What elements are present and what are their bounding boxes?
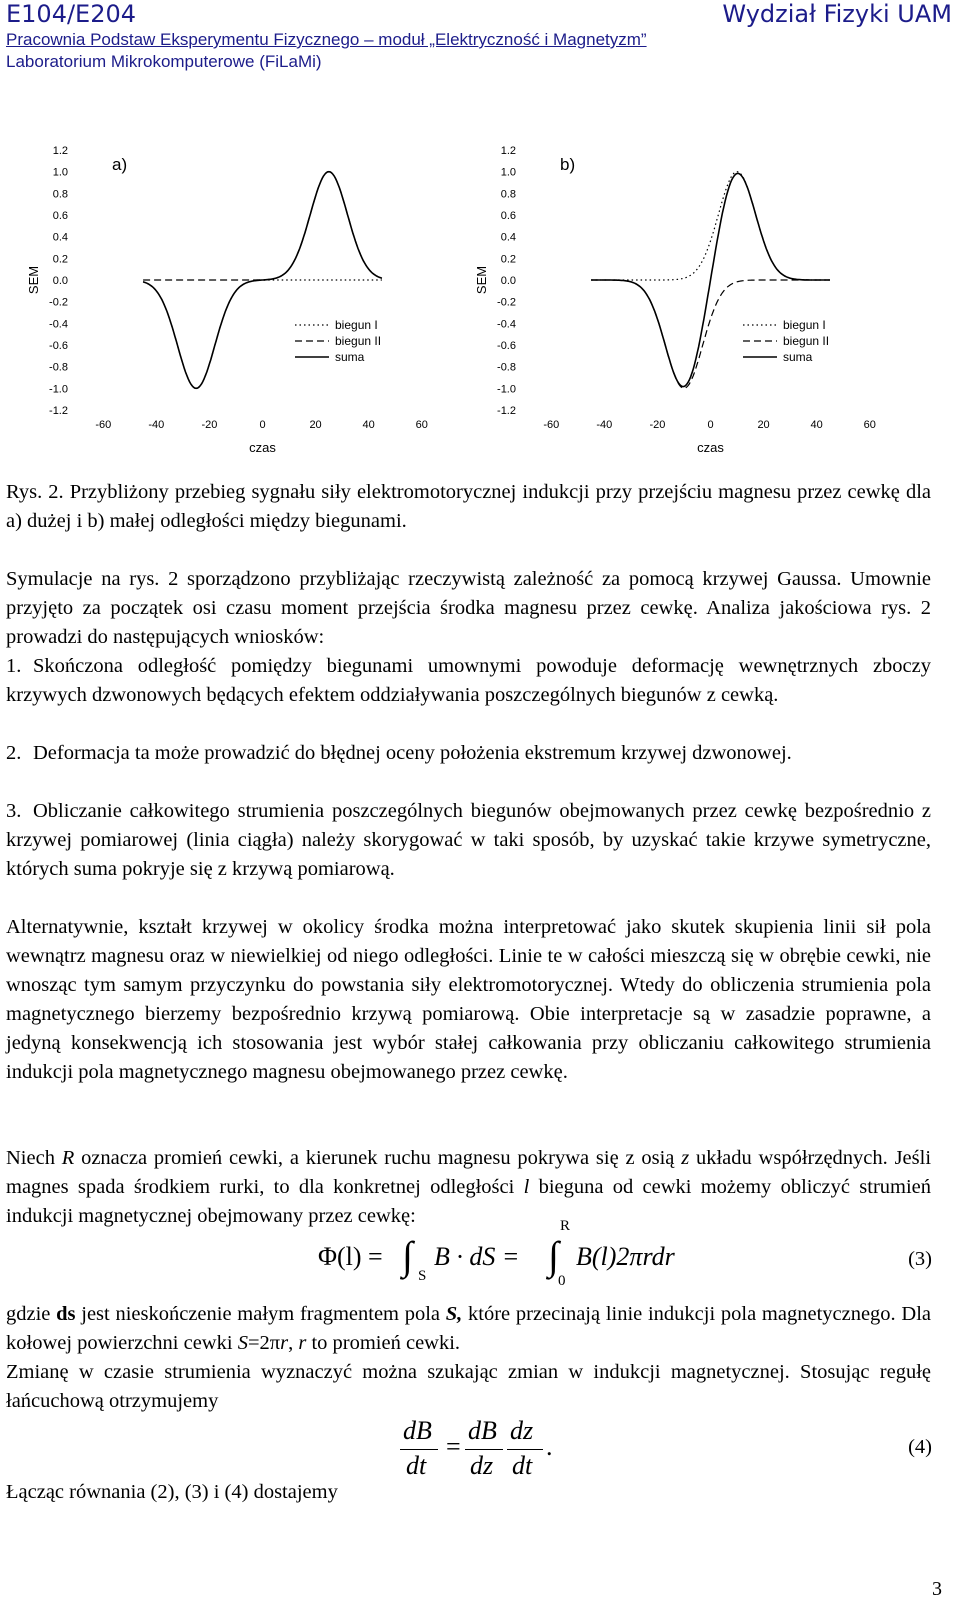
legend-label: biegun II (335, 334, 382, 348)
text-run: oznacza promień cewki, a kierunek ruchu magnesu pokrywa się z osią (81, 1147, 675, 1169)
legend-label: biegun I (783, 318, 826, 332)
y-tick-label: -0.8 (497, 361, 516, 374)
eq4-f2-num: dB (468, 1416, 497, 1445)
y-tick-label: 0.0 (52, 275, 68, 287)
y-tick-label: -1.0 (49, 383, 68, 396)
figure-caption (6, 478, 931, 536)
eq4-dot: . (546, 1432, 553, 1461)
paragraph-ds (6, 1300, 931, 1358)
text-run: to promień cewki. (311, 1332, 461, 1354)
y-axis-label: SEM (26, 265, 41, 295)
symbol-R: R (61, 1147, 75, 1169)
eq3-mid: B · dS = (434, 1242, 520, 1271)
y-tick-label: 1.2 (52, 145, 68, 157)
series-line-biegun-ii (143, 172, 382, 280)
list-text: Deformacja ta może prowadzić do błędnej oceny położenia ekstremum krzywej dzwonowej. (33, 742, 792, 764)
symbol-ds: ds (56, 1303, 76, 1325)
symbol-S: S (237, 1332, 248, 1354)
y-tick-label: 0.4 (500, 231, 516, 244)
y-tick-label: 0.2 (52, 253, 68, 266)
text-run: jest nieskończenie małym fragmentem pola (81, 1303, 441, 1325)
y-tick-label: -0.8 (49, 361, 68, 374)
text-run: bieguna od cewki możemy obliczyć strumień indukcji magnetycznej obejmowany przez cewkę: (6, 1176, 932, 1227)
text-run: =2π (247, 1332, 281, 1354)
x-tick-label: -60 (95, 419, 112, 431)
y-axis-label: SEM (474, 265, 489, 295)
x-tick-label: 20 (309, 419, 322, 431)
series-line-biegun-i (591, 172, 830, 280)
eq4-f3-num: dz (510, 1416, 534, 1445)
list-item-3 (6, 797, 931, 884)
y-tick-label: -0.4 (497, 318, 516, 331)
text-run: Niech (6, 1147, 55, 1169)
list-item-1 (6, 652, 931, 710)
legend-label: suma (335, 350, 365, 364)
list-number: 3. (6, 800, 22, 822)
symbol-S: S, (445, 1303, 463, 1325)
paragraph-chain-rule: Zmianę w czasie strumienia wyznaczyć można szukając zmian w indukcji magnetycznej. Stosując regułę łańcuchową otrzymujemy (6, 1361, 931, 1412)
y-tick-label: 0.6 (52, 210, 68, 222)
y-tick-label: -0.6 (497, 340, 516, 352)
paragraph-radius (6, 1144, 931, 1231)
x-axis-label: czas (249, 440, 276, 455)
fraction-bar (465, 1449, 503, 1450)
text-run: gdzie (6, 1303, 51, 1325)
y-tick-label: 0.8 (52, 188, 68, 201)
y-tick-label: 0.6 (500, 210, 516, 222)
symbol-r: r (280, 1332, 289, 1354)
y-tick-label: -1.2 (497, 405, 516, 417)
y-tick-label: -0.2 (497, 296, 516, 309)
eq4-f1-num: dB (403, 1416, 432, 1445)
equation-3 (0, 1218, 960, 1298)
x-tick-label: 60 (863, 419, 876, 431)
eq3-int2-sub: 0 (558, 1273, 566, 1289)
list-text: Skończona odległość pomiędzy biegunami umownymi powoduje deformację wewnętrznych zboczy krzywych dzwonowych będących efektem oddziaływania poszczególnych biegunów z cewką. (6, 655, 931, 706)
x-tick-label: 20 (757, 419, 770, 431)
x-tick-label: -60 (543, 419, 560, 431)
page-number: 3 (932, 1578, 942, 1600)
eq4-number: (4) (908, 1436, 932, 1458)
y-tick-label: -0.4 (49, 318, 68, 331)
x-tick-label: 60 (415, 419, 428, 431)
text-run: , (288, 1332, 294, 1354)
x-axis-label: czas (697, 440, 724, 455)
y-tick-label: 0.0 (500, 275, 516, 287)
x-tick-label: 40 (362, 419, 375, 431)
faculty-name: Wydział Fizyki UAM (722, 0, 952, 28)
fraction-bar (400, 1449, 438, 1450)
x-tick-label: -20 (649, 419, 666, 431)
symbol-l: l (523, 1176, 530, 1198)
paragraph-simulation: Symulacje na rys. 2 sporządzono przybliżając rzeczywistą zależność za pomocą krzywej Gaussa. Umownie przyjęto za początek osi czasu moment przejścia środka magnesu przez cewkę. Analiza jakościowa rys. 2 prowadzi do następujących wniosków: (6, 568, 931, 648)
y-tick-label: 1.2 (500, 145, 516, 157)
eq3-rhs: B(l)2πrdr (576, 1242, 675, 1271)
eq4-f3-den: dt (512, 1451, 533, 1480)
panel-label: a) (112, 155, 128, 174)
eq3-lhs: Φ(l) = (318, 1242, 383, 1271)
list-number: 1. (6, 655, 22, 677)
eq3-number: (3) (908, 1248, 932, 1270)
lab-title: Pracownia Podstaw Eksperymentu Fizycznego – moduł „Elektryczność i Magnetyzm” (6, 30, 647, 49)
integral-sign: ∫ (548, 1233, 559, 1278)
text-run: które przecinają linie indukcji pola magnetycznego. Dla kołowej powierzchni cewki (6, 1303, 932, 1354)
y-tick-label: 0.2 (500, 253, 516, 266)
list-text: Obliczanie całkowitego strumienia poszczególnych biegunów obejmowanych przez cewkę bezpośrednio z krzywej pomiarowej (linia ciągła) należy skorygować w taki sposób, by uzyskać takie krzywe symetryczne, których suma pokryje się z krzywą pomiarową. (6, 800, 931, 880)
panel-label: b) (560, 155, 576, 174)
y-tick-label: 0.4 (52, 231, 68, 244)
eq4-equals: = (446, 1432, 461, 1461)
chart-a (20, 140, 460, 460)
caption-text: Przybliżony przebieg sygnału siły elektromotorycznej indukcji przy przejściu magnesu przez cewkę dla a) dużej i b) małej odległości między biegunami. (6, 481, 931, 532)
list-number: 2. (6, 742, 22, 764)
eq3-int1-sub: S (418, 1268, 427, 1284)
x-tick-label: 0 (707, 419, 714, 431)
x-tick-label: -40 (596, 419, 613, 431)
x-tick-label: -40 (148, 419, 165, 431)
course-code: E104/E204 (6, 0, 137, 28)
symbol-r: r (298, 1332, 307, 1354)
lab-subtitle: Laboratorium Mikrokomputerowe (FiLaMi) (6, 52, 322, 71)
list-item-2 (6, 739, 931, 768)
x-tick-label: 0 (259, 419, 266, 431)
paragraph-combine: Łącząc równania (2), (3) i (4) dostajemy (6, 1481, 338, 1503)
y-tick-label: -0.2 (49, 296, 68, 309)
y-tick-label: -1.2 (49, 405, 68, 417)
y-tick-label: 0.8 (500, 188, 516, 201)
y-tick-label: 1.0 (500, 166, 516, 179)
eq4-f2-den: dz (470, 1451, 494, 1480)
y-tick-label: -1.0 (497, 383, 516, 396)
y-tick-label: 1.0 (52, 166, 68, 179)
eq4-f1-den: dt (406, 1451, 427, 1480)
legend-label: biegun I (335, 318, 378, 332)
text-run: układu współrzędnych. Jeśli magnes spada środkiem rurki, to dla konkretnej odległości (6, 1147, 932, 1198)
integral-sign: ∫ (402, 1233, 413, 1278)
x-tick-label: 40 (810, 419, 823, 431)
caption-number: Rys. 2. (6, 481, 64, 503)
chart-b (468, 140, 908, 460)
symbol-z: z (681, 1147, 690, 1169)
x-tick-label: -20 (201, 419, 218, 431)
legend-label: suma (783, 350, 813, 364)
y-tick-label: -0.6 (49, 340, 68, 352)
eq3-int2-sup: R (560, 1218, 571, 1234)
fraction-bar (507, 1449, 543, 1450)
legend-label: biegun II (783, 334, 830, 348)
paragraph-alternative: Alternatywnie, kształt krzywej w okolicy środka można interpretować jako skutek skupienia linii sił pola wewnątrz magnesu oraz w niewielkiej od niego odległości. Linie te w całości mieszczą się w obrębie cewki, nie wnosząc tym samym przyczynku do powstania siły elektromotorycznej. Wtedy do obliczenia strumienia pola magnetycznego bierzemy bezpośrednio krzywą pomiarową. Obie interpretacje są w zasadzie poprawne, a jedyną konsekwencją ich stosowania jest wybór stałej całkowania przy obliczaniu całkowitego strumienia indukcji pola magnetycznego magnesu obejmowanego przez cewkę. (6, 916, 931, 1083)
equation-4 (0, 1416, 960, 1482)
